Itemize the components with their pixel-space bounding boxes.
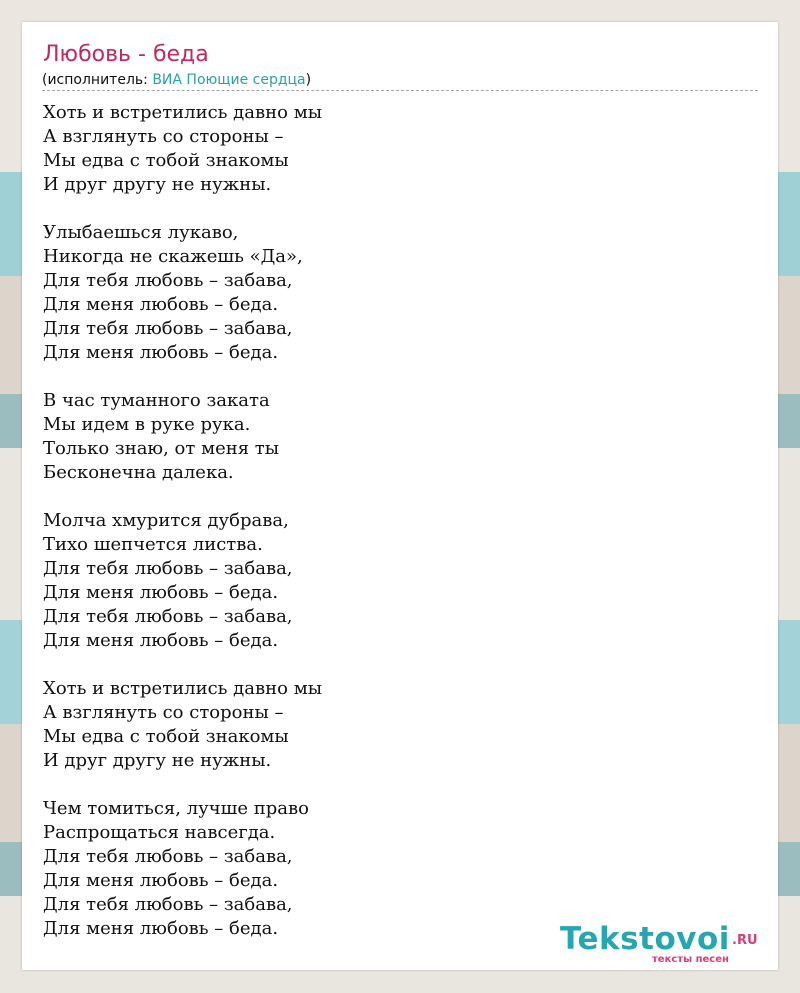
lyrics-line: Мы идем в руке рука. [43,414,251,435]
lyrics-line: Бесконечна далека. [43,462,234,483]
lyrics-line: А взглянуть со стороны – [43,126,284,147]
logo-name: Tekstovoi [560,921,730,957]
lyrics-line: И друг другу не нужны. [43,174,272,195]
lyrics-stanza [43,677,743,773]
logo-tagline: тексты песен [652,954,729,965]
lyrics-line: Для меня любовь – беда. [43,342,279,363]
lyrics-card [22,22,778,970]
lyrics-line: Для меня любовь – беда. [43,582,279,603]
lyrics-line: Для тебя любовь – забава, [43,270,293,291]
performer-link[interactable]: ВИА Поющие сердца [152,72,306,88]
lyrics-line: Для тебя любовь – забава, [43,318,293,339]
lyrics-line: А взглянуть со стороны – [43,702,284,723]
lyrics-line: Улыбаешься лукаво, [43,222,239,243]
lyrics-line: Для меня любовь – беда. [43,870,279,891]
lyrics-line: Только знаю, от меня ты [43,438,280,459]
lyrics-line: Для меня любовь – беда. [43,294,279,315]
lyrics-line: Для меня любовь – беда. [43,918,279,939]
lyrics-line: Мы едва с тобой знакомы [43,726,289,747]
performer-line [42,71,758,91]
lyrics-line: Хоть и встретились давно мы [43,678,323,699]
lyrics-line: Для меня любовь – беда. [43,630,279,651]
lyrics-line: Распрощаться навсегда. [43,822,276,843]
song-title: Любовь - беда [43,42,209,67]
lyrics-line: И друг другу не нужны. [43,750,272,771]
logo-tld: .RU [732,933,758,948]
lyrics-line: Чем томиться, лучше право [43,798,309,819]
lyrics-line: Тихо шепчется листва. [43,534,263,555]
performer-prefix: (исполнитель: [42,72,153,88]
lyrics-stanza [43,509,743,653]
site-logo[interactable] [560,922,770,966]
lyrics-stanza [43,101,743,197]
lyrics-line: В час туманного заката [43,390,270,411]
performer-suffix: ) [305,72,312,88]
lyrics-line: Для тебя любовь – забава, [43,606,293,627]
lyrics-line: Никогда не скажешь «Да», [43,246,303,267]
lyrics-line: Молча хмурится дубрава, [43,510,289,531]
lyrics-stanza [43,797,743,941]
lyrics-line: Для тебя любовь – забава, [43,558,293,579]
lyrics-text [43,101,743,941]
lyrics-line: Для тебя любовь – забава, [43,846,293,867]
lyrics-line: Мы едва с тобой знакомы [43,150,289,171]
lyrics-line: Хоть и встретились давно мы [43,102,323,123]
lyrics-line: Для тебя любовь – забава, [43,894,293,915]
lyrics-stanza [43,389,743,485]
lyrics-stanza [43,221,743,365]
